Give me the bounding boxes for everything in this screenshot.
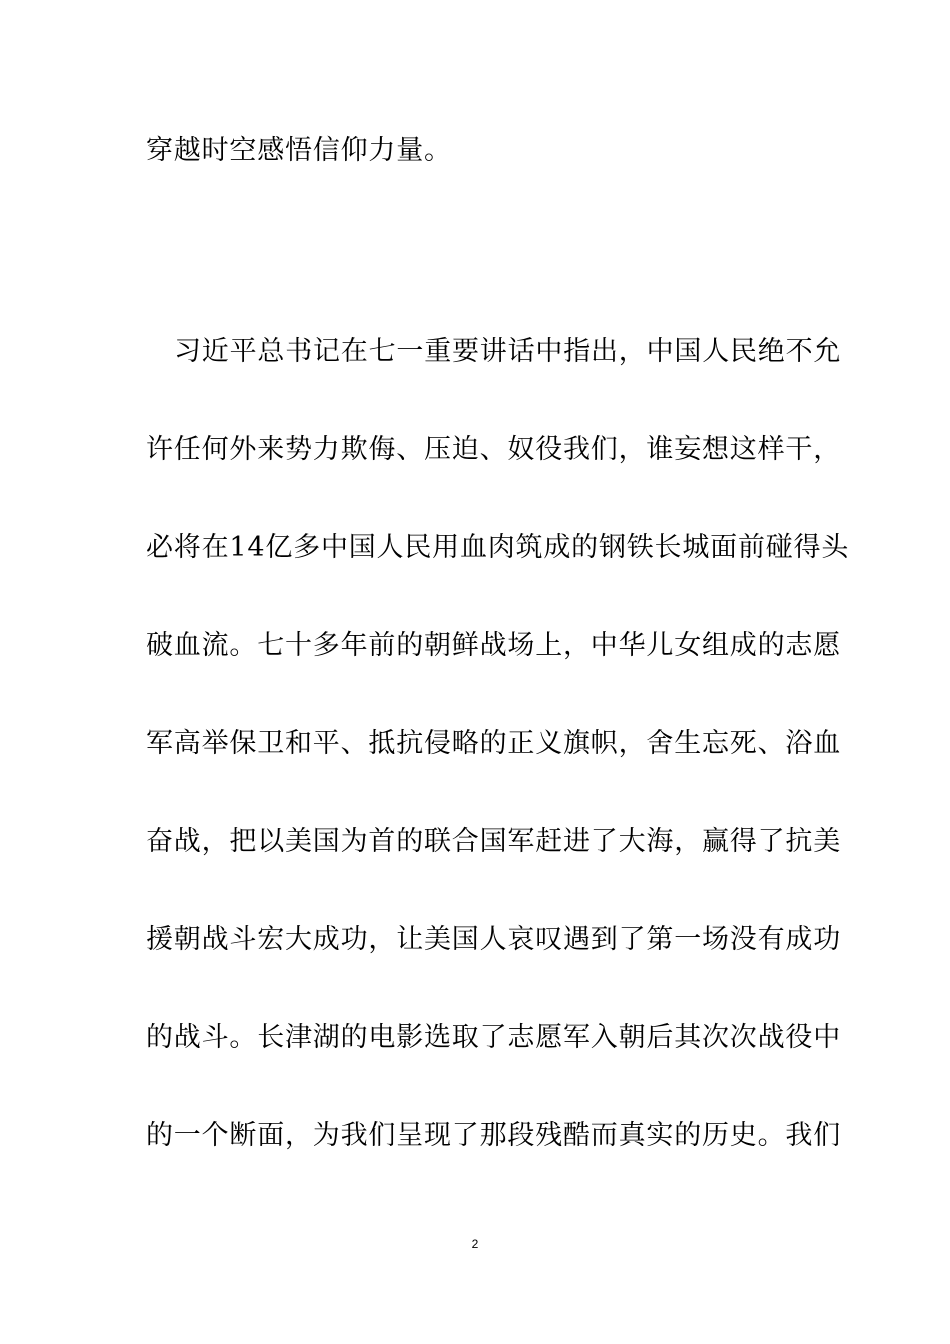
paragraph-line: 奋战，把以美国为首的联合国军赶进了大海，赢得了抗美 bbox=[146, 826, 841, 857]
paragraph-line: 穿越时空感悟信仰力量。 bbox=[146, 135, 452, 166]
paragraph-line: 援朝战斗宏大成功，让美国人哀叹遇到了第一场没有成功 bbox=[146, 924, 841, 955]
paragraph-line: 许任何外来势力欺侮、压迫、奴役我们，谁妄想这样干， bbox=[146, 434, 841, 465]
paragraph-line: 习近平总书记在七一重要讲话中指出，中国人民绝不允 bbox=[174, 336, 842, 367]
paragraph-line: 的战斗。长津湖的电影选取了志愿军入朝后其次次战役中 bbox=[146, 1022, 841, 1053]
page-number: 2 bbox=[471, 1237, 479, 1251]
paragraph-line: 破血流。七十多年前的朝鲜战场上，中华儿女组成的志愿 bbox=[146, 630, 841, 661]
paragraph-line: 军高举保卫和平、抵抗侵略的正义旗帜，舍生忘死、浴血 bbox=[146, 728, 841, 759]
paragraph-line: 必将在14亿多中国人民用血肉筑成的钢铁长城面前碰得头 bbox=[146, 532, 850, 563]
paragraph-line: 的一个断面，为我们呈现了那段残酷而真实的历史。我们 bbox=[146, 1120, 841, 1151]
